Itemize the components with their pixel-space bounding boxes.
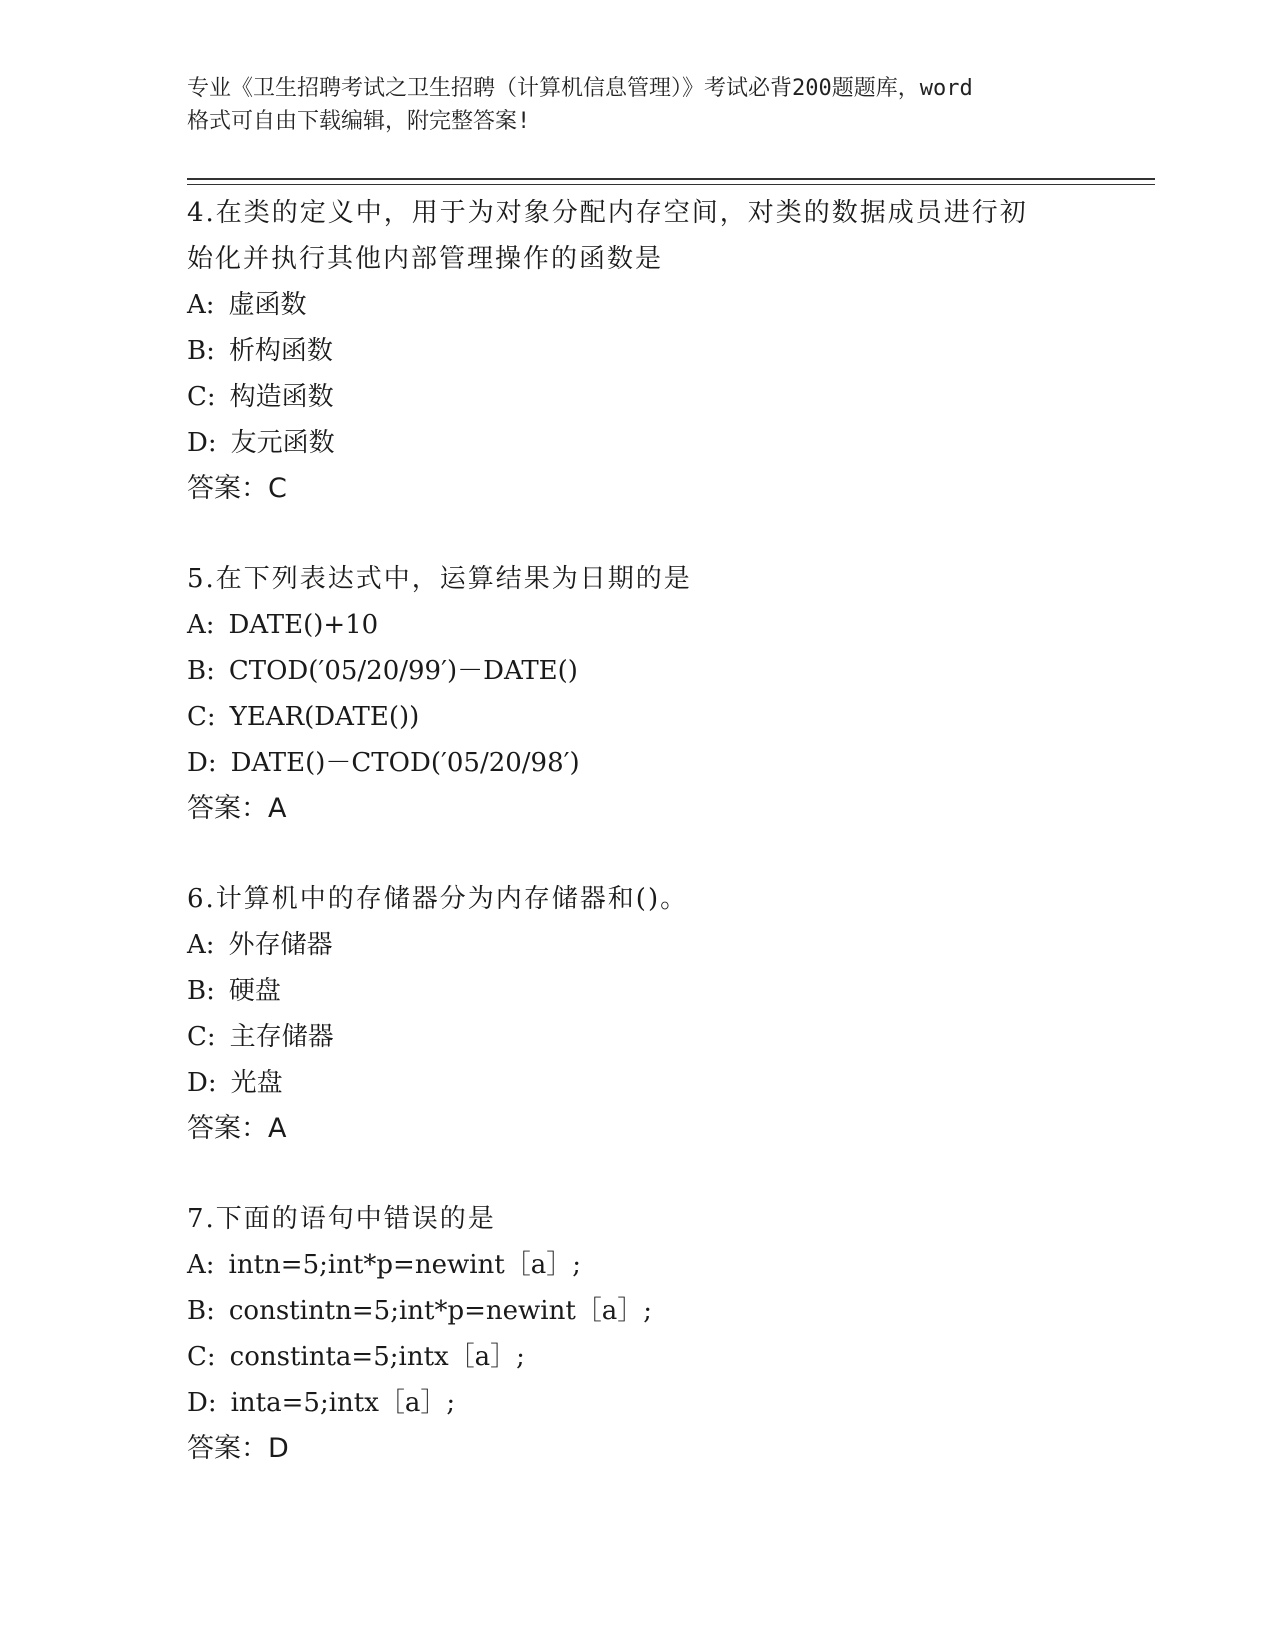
option-label: C: — [187, 1342, 216, 1372]
option-c — [187, 374, 1087, 420]
option-label: A: — [187, 290, 215, 320]
question-list — [187, 190, 1087, 1516]
option-text: DATE()－CTOD(′05/20/98′) — [230, 748, 580, 778]
option-label: C: — [187, 382, 216, 412]
option-c — [187, 1334, 1087, 1380]
answer-line: 答案：A — [187, 1113, 287, 1144]
option-label: A: — [187, 1250, 215, 1280]
question-stem: 5.在下列表达式中，运算结果为日期的是 — [187, 564, 692, 594]
option-a — [187, 1242, 1087, 1288]
header-divider-thin — [187, 184, 1155, 185]
option-a — [187, 282, 1087, 328]
option-label: D: — [187, 428, 217, 458]
question-stem-continued: 始化并执行其他内部管理操作的函数是 — [187, 244, 664, 274]
document-header — [187, 72, 1087, 138]
option-d — [187, 1380, 1087, 1426]
option-label: D: — [187, 1068, 217, 1098]
option-text: DATE()+10 — [228, 610, 379, 640]
option-label: B: — [187, 336, 215, 366]
option-text: constintn=5;int*p=newint［a］; — [228, 1296, 653, 1326]
question-4 — [187, 190, 1087, 512]
option-d — [187, 1060, 1087, 1106]
option-label: C: — [187, 702, 216, 732]
option-label: D: — [187, 1388, 217, 1418]
question-5 — [187, 556, 1087, 832]
option-label: D: — [187, 748, 217, 778]
header-line-2: 格式可自由下载编辑，附完整答案! — [187, 109, 531, 134]
option-text: 析构函数 — [228, 336, 333, 366]
option-b — [187, 968, 1087, 1014]
option-text: 光盘 — [230, 1068, 283, 1098]
header-line-1: 专业《卫生招聘考试之卫生招聘（计算机信息管理）》考试必背200题题库，word — [187, 76, 973, 101]
option-text: CTOD(′05/20/99′)－DATE() — [228, 656, 578, 686]
option-text: 主存储器 — [229, 1022, 334, 1052]
option-text: inta=5;intx［a］; — [230, 1388, 456, 1418]
option-text: 构造函数 — [229, 382, 334, 412]
option-text: intn=5;int*p=newint［a］; — [228, 1250, 581, 1280]
option-a — [187, 922, 1087, 968]
option-text: YEAR(DATE()) — [229, 702, 420, 732]
option-text: 友元函数 — [230, 428, 335, 458]
header-divider-thick — [187, 178, 1155, 180]
option-b — [187, 1288, 1087, 1334]
option-d — [187, 740, 1087, 786]
option-text: constinta=5;intx［a］; — [229, 1342, 525, 1372]
question-stem: 4.在类的定义中，用于为对象分配内存空间，对类的数据成员进行初 — [187, 198, 1028, 228]
option-b — [187, 648, 1087, 694]
option-a — [187, 602, 1087, 648]
option-label: A: — [187, 610, 215, 640]
option-c — [187, 694, 1087, 740]
option-label: A: — [187, 930, 215, 960]
answer-line: 答案：C — [187, 473, 287, 504]
question-stem: 6.计算机中的存储器分为内存储器和()。 — [187, 884, 689, 914]
option-b — [187, 328, 1087, 374]
option-c — [187, 1014, 1087, 1060]
answer-line: 答案：D — [187, 1433, 289, 1464]
option-d — [187, 420, 1087, 466]
option-label: B: — [187, 656, 215, 686]
question-6 — [187, 876, 1087, 1152]
option-label: C: — [187, 1022, 216, 1052]
option-text: 虚函数 — [228, 290, 307, 320]
option-label: B: — [187, 976, 215, 1006]
option-label: B: — [187, 1296, 215, 1326]
option-text: 外存储器 — [228, 930, 333, 960]
question-7 — [187, 1196, 1087, 1472]
question-stem: 7.下面的语句中错误的是 — [187, 1204, 496, 1234]
option-text: 硬盘 — [228, 976, 281, 1006]
answer-line: 答案：A — [187, 793, 287, 824]
